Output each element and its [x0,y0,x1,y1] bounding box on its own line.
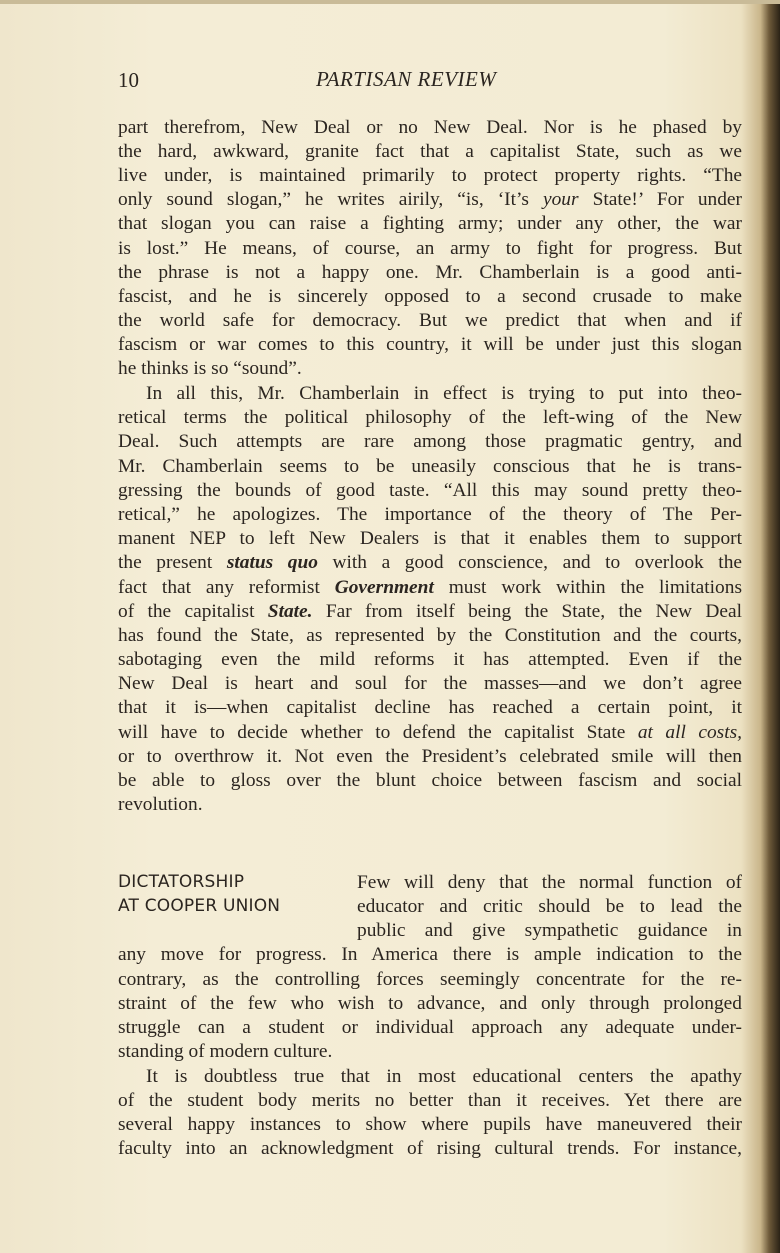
section-heading-line-1: DICTATORSHIP [118,872,245,892]
text-line [357,871,742,895]
text-segment: any move for progress. In America there is ample indication to the [118,944,742,965]
text-segment: gressing the bounds of good taste. “All this may sound pretty theo- [118,480,742,501]
text-line [118,1113,742,1137]
text-line [118,769,742,793]
text-line [118,357,742,381]
text-line [118,164,742,188]
text-segment: Mr. Chamberlain seems to be uneasily conscious that he is trans- [118,456,742,477]
text-line [118,624,742,648]
text-segment: struggle can a student or individual approach any adequate under- [118,1017,742,1038]
text-line [118,551,742,575]
text-line [146,382,742,406]
text-segment: fact that any reformist [118,577,335,598]
text-segment: that slogan you can raise a fighting army; under any other, the war [118,213,742,234]
text-line [357,919,742,943]
text-line [118,1137,742,1161]
text-line [118,406,742,430]
text-segment: or to overthrow it. Not even the President’s celebrated smile will then [118,746,742,767]
text-line [146,1065,742,1089]
text-line [118,430,742,454]
text-segment: Deal. Such attempts are rare among those pragmatic gentry, and [118,431,742,452]
text-segment: of the student body merits no better than it receives. Yet there are [118,1090,742,1111]
text-segment: straint of the few who wish to advance, and only through prolonged [118,993,742,1014]
text-segment: contrary, as the controlling forces seemingly concentrate for the re- [118,969,742,990]
text-segment: he thinks is so “sound”. [118,358,302,379]
text-segment: New Deal is heart and soul for the masses—and we don’t agree [118,673,742,694]
text-segment: only sound slogan,” he writes airily, “is, ‘It’s [118,189,543,210]
text-line [118,745,742,769]
section-heading-line-2: AT COOPER UNION [118,896,281,916]
text-line [118,455,742,479]
text-segment: of the capitalist [118,601,268,622]
text-segment: standing of modern culture. [118,1041,333,1062]
text-segment: retical terms the political philosophy of the left-wing of the New [118,407,742,428]
text-line [118,793,742,817]
text-line [118,1089,742,1113]
text-line [118,309,742,333]
emphasized-text: status quo [226,552,318,573]
text-segment: fascism or war comes to this country, it will be under just this slogan [118,334,742,355]
text-segment: Far from itself being the State, the New Deal [312,601,742,622]
text-line [118,527,742,551]
text-segment: It is doubtless true that in most educational centers the apathy [146,1066,742,1087]
text-segment: that it is—when capitalist decline has reached a certain point, it [118,697,742,718]
text-segment: will have to decide whether to defend the capitalist State [118,722,638,743]
text-segment: live under, is maintained primarily to protect property rights. “The [118,165,742,186]
text-line [118,968,742,992]
text-line [118,479,742,503]
text-segment: Few will deny that the normal function of [357,872,742,893]
text-line [118,212,742,236]
text-segment: educator and critic should be to lead the [357,896,742,917]
text-line [118,237,742,261]
page-number: 10 [118,68,139,92]
text-segment: the hard, awkward, granite fact that a capitalist State, such as we [118,141,742,162]
emphasized-text: State. [267,601,313,622]
text-segment: public and give sympathetic guidance in [357,920,742,941]
text-line [118,648,742,672]
text-segment: sabotaging even the mild reforms it has attempted. Even if the [118,649,742,670]
text-segment: with a good conscience, and to overlook the [317,552,742,573]
text-segment: the world safe for democracy. But we predict that when and if [118,310,742,331]
text-line [118,140,742,164]
text-segment: be able to gloss over the blunt choice between fascism and social [118,770,742,791]
emphasized-text: your [543,189,579,210]
text-line [118,696,742,720]
text-line [118,1040,742,1064]
text-segment: retical,” he apologizes. The importance of the theory of The Per- [118,504,742,525]
running-title: PARTISAN REVIEW [316,67,497,91]
text-line [118,992,742,1016]
text-segment: is lost.” He means, of course, an army to fight for progress. But [118,238,742,259]
text-segment: must work within the limitations [433,577,742,598]
text-segment: has found the State, as represented by the Constitution and the courts, [118,625,742,646]
text-line [118,261,742,285]
text-line [118,333,742,357]
text-line [118,1016,742,1040]
emphasized-text: at all costs, [637,722,742,743]
text-line [118,285,742,309]
text-segment: revolution. [118,794,203,815]
text-line [118,721,742,745]
text-line [118,943,742,967]
text-line [118,503,742,527]
text-segment: fascist, and he is sincerely opposed to a second crusade to make [118,286,742,307]
text-line [118,600,742,624]
text-segment: In all this, Mr. Chamberlain in effect is trying to put into theo- [146,383,742,404]
text-segment: the phrase is not a happy one. Mr. Chamberlain is a good anti- [118,262,742,283]
page-top-edge [0,0,780,4]
text-line [118,672,742,696]
text-line [357,895,742,919]
text-segment: State!’ For under [578,189,742,210]
text-line [118,576,742,600]
text-segment: the present [118,552,227,573]
text-segment: part therefrom, New Deal or no New Deal. Nor is he phased by [118,117,742,138]
text-line [118,116,742,140]
text-segment: manent NEP to left New Dealers is that it enables them to support [118,528,742,549]
text-line [118,188,742,212]
emphasized-text: Government [334,577,434,598]
text-segment: faculty into an acknowledgment of rising cultural trends. For instance, [118,1138,742,1159]
text-segment: several happy instances to show where pupils have maneuvered their [118,1114,742,1135]
